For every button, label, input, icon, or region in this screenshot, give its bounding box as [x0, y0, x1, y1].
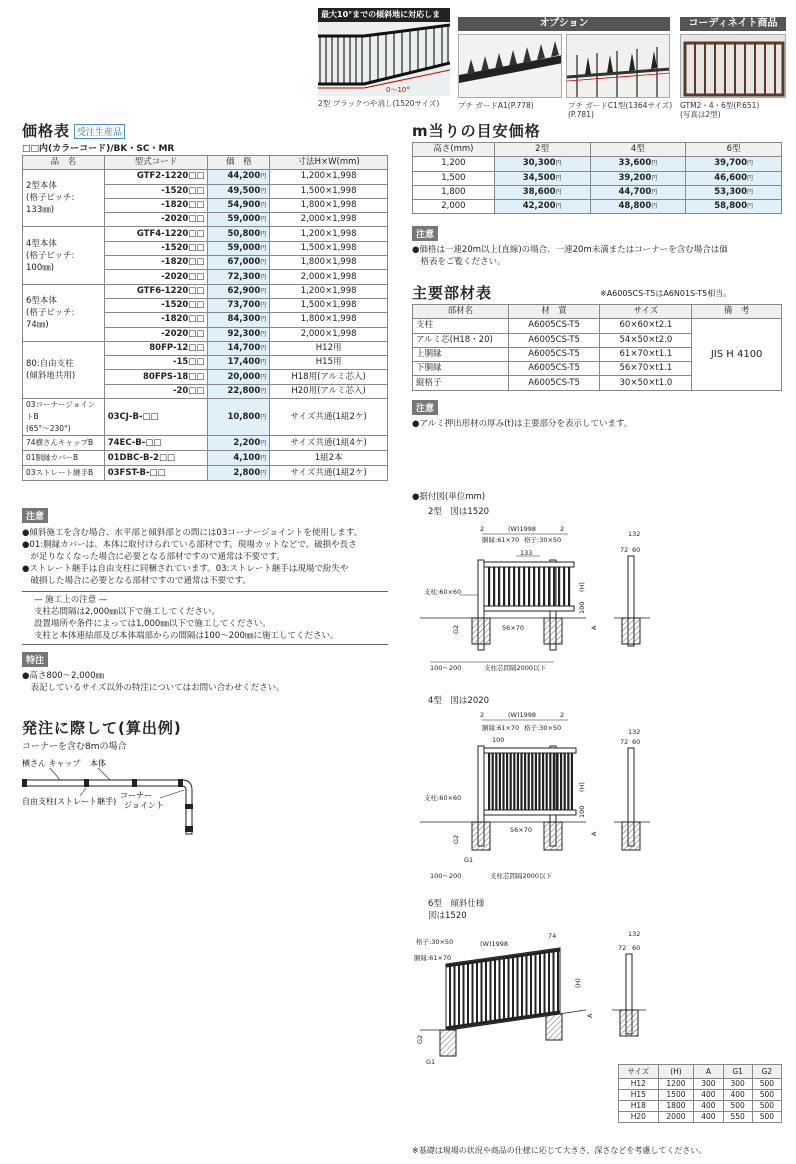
color-code-note: □□内(カラーコード)/BK・SC・MR [22, 144, 175, 154]
model-code: -1520□□ [104, 184, 208, 198]
material-ref: ※A6005CS-T5はA6N01S-T5相当。 [600, 289, 732, 298]
order-title: 発注に際して(算出例) [22, 719, 182, 737]
size-value: サイズ共通(1組4ケ) [270, 436, 388, 451]
price-row: 4型本体 (格子ピッチ: 100㎜) GTF4-1220□□ 50,800円 1,200×1,998 [23, 227, 388, 241]
col-header: G2 [752, 1065, 781, 1079]
note-line: ●価格は一連20m以上(直線)の場合、一連20m未満またはコーナーを含む場合は価 [412, 245, 728, 255]
mprice-row: 1,500 34,500円 39,200円 46,600円 [413, 171, 782, 185]
size-row: H20 2000 400 550 500 [619, 1112, 782, 1123]
price-value: 17,400円 [208, 356, 270, 370]
col-header: 2型 [494, 143, 590, 157]
svg-text:格子:30×50: 格子:30×50 [416, 938, 454, 946]
note-line: 設置場所や条件によっては1,000㎜以下で施工してください。 [34, 619, 271, 629]
col-header: 高さ(mm) [413, 143, 495, 157]
svg-text:(W)1998: (W)1998 [508, 711, 537, 719]
size-value: サイズ共通(1組2ケ) [270, 466, 388, 481]
install-title: ●据付図(単位mm) [412, 492, 486, 502]
material-row: 下胴縁 A6005CS-T5 56×70×t1.1 [413, 362, 782, 376]
svg-text:72: 72 [620, 546, 629, 554]
model-code: 80FP-12□□ [104, 341, 208, 355]
price-value: 92,300円 [208, 327, 270, 341]
caption-a1: プチ ガードA1(P.778) [458, 101, 534, 110]
col-header: 品 名 [23, 156, 105, 170]
size-row: H12 1200 300 300 500 [619, 1079, 782, 1090]
model-code: -15□□ [104, 356, 208, 370]
option-header: オプション [458, 17, 670, 31]
foundation-footnote: ※基礎は現場の状況や商品の仕様に応じて大きさ、深さなどを考慮してください。 [412, 1146, 707, 1155]
install-drawing-type6-slope [410, 928, 660, 1068]
svg-text:支柱芯間隔2000以下: 支柱芯間隔2000以下 [484, 664, 547, 672]
note-line: ●ストレート継手は自由支柱に同梱されています。03:ストレート継手は現場で紛失や [22, 564, 349, 574]
size-value: 1,800×1,998 [270, 313, 388, 327]
mprice-row: 2,000 42,200円 48,800円 58,800円 [413, 200, 782, 214]
model-code: GTF6-1220□□ [104, 284, 208, 298]
price-value: 54,900円 [208, 198, 270, 212]
order-layout-diagram [20, 756, 220, 836]
material-row: 上胴縁 A6005CS-T5 61×70×t1.1 [413, 347, 782, 361]
col-header: 価 格 [208, 156, 270, 170]
option-photo-c1 [566, 34, 670, 98]
svg-text:132: 132 [628, 530, 641, 538]
svg-text:(W)1998: (W)1998 [480, 940, 509, 948]
mprice-row: 1,800 38,600円 44,700円 53,300円 [413, 185, 782, 199]
model-code: -1520□□ [104, 298, 208, 312]
price-value: 62,900円 [208, 284, 270, 298]
drawing2-label: 4型 図は2020 [428, 696, 490, 706]
corner-label: コーナー [120, 791, 152, 800]
svg-text:100～200: 100～200 [430, 872, 462, 880]
size-value: 1,200×1,998 [270, 227, 388, 241]
size-value: H18用(アルミ芯入) [270, 370, 388, 384]
slope-fence-photo [318, 22, 450, 96]
drawing1-label: 2型 図は1520 [428, 507, 490, 517]
price-value: 67,000円 [208, 256, 270, 270]
angle-label: 0～10° [386, 86, 410, 94]
size-value: 2,000×1,998 [270, 327, 388, 341]
made-to-order-badge: 受注生産品 [74, 124, 125, 139]
model-code: -2020□□ [104, 270, 208, 284]
svg-text:100: 100 [578, 805, 586, 818]
svg-text:G1: G1 [426, 1058, 436, 1066]
price-value: 22,800円 [208, 384, 270, 398]
price-value: 50,800円 [208, 227, 270, 241]
size-row: H15 1500 400 400 500 [619, 1090, 782, 1101]
col-header: 寸法H×W(mm) [270, 156, 388, 170]
note-line: ●傾斜施工を含む場合、水平部と傾斜部との間には03コーナージョイントを使用します。 [22, 528, 363, 538]
svg-text:格子:30×50: 格子:30×50 [524, 536, 562, 544]
coordinate-header: コーディネイト商品 [680, 17, 786, 31]
svg-text:56×70: 56×70 [502, 624, 524, 632]
price-value: 49,500円 [208, 184, 270, 198]
note-line: 表記しているサイズ以外の特注についてはお問い合わせください。 [22, 683, 285, 693]
notes-lines [22, 527, 392, 587]
svg-text:2: 2 [560, 525, 565, 533]
mprice-note-tag: 注意 [412, 226, 438, 241]
model-code: -1820□□ [104, 198, 208, 212]
svg-text:(H): (H) [578, 782, 586, 792]
svg-text:支柱:60×60: 支柱:60×60 [424, 588, 462, 596]
coordinate-photo-gtm [680, 34, 786, 98]
note-line: が足りなくなった場合に必要となる部材ですので通常は不要です。 [22, 552, 285, 562]
model-code: GTF2-1220□□ [104, 170, 208, 184]
price-value: 59,000円 [208, 213, 270, 227]
size-value: H12用 [270, 341, 388, 355]
price-value: 44,200円 [208, 170, 270, 184]
foundation-size-table [618, 1064, 782, 1123]
price-value: 4,100円 [208, 451, 270, 466]
free-post-label: 自由支柱(ストレート継手) [22, 797, 117, 806]
size-value: 2,000×1,998 [270, 213, 388, 227]
svg-text:胴縁:61×70: 胴縁:61×70 [414, 954, 452, 962]
col-header: 部材名 [413, 305, 509, 319]
svg-text:(W)1998: (W)1998 [508, 525, 537, 533]
material-title: 主要部材表 [412, 284, 493, 302]
caption-c1: プチ ガードC1型(1364サイズ) (P.781) [568, 101, 673, 119]
top-photo-main [318, 8, 450, 96]
price-row: 74横さんキャップB 74EC-B-□□ 2,200円 サイズ共通(1組4ケ) [23, 436, 388, 451]
svg-text:60: 60 [632, 738, 641, 746]
price-value: 72,300円 [208, 270, 270, 284]
size-value: 1,200×1,998 [270, 170, 388, 184]
drawing3-label: 6型 傾斜仕様 図は1520 [428, 899, 485, 921]
svg-text:60: 60 [632, 944, 641, 952]
model-code: -20□□ [104, 384, 208, 398]
svg-text:2: 2 [480, 525, 485, 533]
per-meter-title: m当りの目安価格 [412, 122, 541, 140]
col-header: サイズ [619, 1065, 659, 1079]
price-row: 6型本体 (格子ピッチ: 74㎜) GTF6-1220□□ 62,900円 1,200×1,998 [23, 284, 388, 298]
price-row: 2型本体 (格子ピッチ: 133㎜) GTF2-1220□□ 44,200円 1,200×1,998 [23, 170, 388, 184]
install-drawing-type4 [420, 708, 660, 883]
note-line: ●高さ800～2,000㎜ [22, 671, 104, 681]
size-value: 1,500×1,998 [270, 241, 388, 255]
svg-text:2: 2 [560, 711, 565, 719]
option-photo-a1 [458, 34, 562, 98]
col-header: 型式コード [104, 156, 208, 170]
model-code: 74EC-B-□□ [104, 436, 208, 451]
per-meter-price-table [412, 142, 782, 214]
caption-main: 2型 ブラックつや消し(1520サイズ) [318, 99, 440, 108]
body-label: 本体 [90, 759, 106, 768]
svg-text:胴縁:61×70: 胴縁:61×70 [482, 724, 520, 732]
price-value: 2,800円 [208, 466, 270, 481]
note-line: — 施工上の注意 — [34, 595, 108, 605]
svg-text:G1: G1 [464, 856, 474, 864]
size-value: 1,500×1,998 [270, 184, 388, 198]
order-subtitle: コーナーを含む8mの場合 [22, 742, 127, 752]
model-code: -1820□□ [104, 313, 208, 327]
svg-text:100～200: 100～200 [430, 664, 462, 672]
size-value: 2,000×1,998 [270, 270, 388, 284]
size-row: H18 1800 400 500 500 [619, 1101, 782, 1112]
col-header: 材 質 [508, 305, 600, 319]
model-code: 01DBC-B-2□□ [104, 451, 208, 466]
model-code: -1820□□ [104, 256, 208, 270]
col-header: G1 [723, 1065, 752, 1079]
price-value: 73,700円 [208, 298, 270, 312]
price-value: 59,000円 [208, 241, 270, 255]
col-header: (H) [658, 1065, 694, 1079]
svg-text:74: 74 [548, 932, 557, 940]
svg-text:72: 72 [620, 738, 629, 746]
price-table [22, 155, 388, 481]
special-lines [22, 670, 392, 694]
slope-badge: 最大10°までの傾斜地に対応しま [318, 8, 450, 22]
svg-text:56×70: 56×70 [510, 826, 532, 834]
svg-text:100: 100 [578, 601, 586, 614]
svg-text:G2: G2 [452, 834, 460, 844]
size-value: サイズ共通(1組2ケ) [270, 399, 388, 436]
col-header: 備 考 [692, 305, 782, 319]
size-value: H20用(アルミ芯入) [270, 384, 388, 398]
svg-text:A: A [590, 831, 598, 836]
size-value: H15用 [270, 356, 388, 370]
size-value: 1,500×1,998 [270, 298, 388, 312]
svg-text:(H): (H) [574, 978, 582, 988]
model-code: GTF4-1220□□ [104, 227, 208, 241]
model-code: -2020□□ [104, 213, 208, 227]
price-value: 84,300円 [208, 313, 270, 327]
svg-text:格子:30×50: 格子:30×50 [524, 724, 562, 732]
size-value: 1,800×1,998 [270, 256, 388, 270]
svg-text:(H): (H) [578, 582, 586, 592]
note-line: 支柱芯間隔は2,000㎜以下で施工してください。 [34, 607, 220, 617]
price-row: 01胴縁カバーB 01DBC-B-2□□ 4,100円 1組2本 [23, 451, 388, 466]
svg-text:60: 60 [632, 546, 641, 554]
price-value: 10,800円 [208, 399, 270, 436]
svg-text:支柱:60×60: 支柱:60×60 [424, 794, 462, 802]
svg-text:132: 132 [628, 930, 641, 938]
material-row: アルミ芯(H18・20) A6005CS-T5 54×50×t2.0 [413, 333, 782, 347]
construction-notes-box [22, 591, 388, 645]
size-value: 1,200×1,998 [270, 284, 388, 298]
mprice-row: 1,200 30,300円 33,600円 39,700円 [413, 157, 782, 171]
note-line: 破損した場合に必要となる部材ですので通常は不要です。 [22, 576, 251, 586]
special-tag: 特注 [22, 652, 48, 667]
price-value: 20,000円 [208, 370, 270, 384]
material-row: 支柱 A6005CS-T5 60×60×t2.1 JIS H 4100 [413, 319, 782, 333]
note-line: 格表をご覧ください。 [412, 257, 506, 267]
svg-text:支柱芯間隔2000以下: 支柱芯間隔2000以下 [490, 872, 553, 880]
svg-text:133: 133 [520, 549, 533, 557]
price-row: 03ストレート継手B 03FST-B-□□ 2,800円 サイズ共通(1組2ケ) [23, 466, 388, 481]
price-row: 03コーナージョイントB (65°～230°) 03CJ-B-□□ 10,800円 サイズ共通(1組2ケ) [23, 399, 388, 436]
svg-text:G2: G2 [416, 1034, 424, 1044]
model-code: -1520□□ [104, 241, 208, 255]
size-value: 1組2本 [270, 451, 388, 466]
price-value: 2,200円 [208, 436, 270, 451]
note-line: 支柱と本体連結部及び本体端部からの間隔は100～200㎜に施工してください。 [34, 631, 339, 641]
price-value: 14,700円 [208, 341, 270, 355]
size-value: 1,800×1,998 [270, 198, 388, 212]
mprice-note [412, 244, 787, 268]
col-header: 6型 [686, 143, 782, 157]
svg-text:A: A [586, 1013, 594, 1018]
material-note-tag: 注意 [412, 400, 438, 415]
material-table [412, 304, 782, 391]
price-table-title: 価格表 受注生産品 [22, 120, 125, 141]
notes-tag: 注意 [22, 508, 48, 523]
caption-gtm: GTM2・4・6型(P.651) (写真は2型) [680, 101, 760, 119]
price-row: 80:自由支柱 (傾斜地共用) 80FP-12□□ 14,700円 H12用 [23, 341, 388, 355]
svg-text:132: 132 [628, 728, 641, 736]
cap-label: 横さん キャップ [22, 759, 81, 768]
svg-text:A: A [590, 625, 598, 630]
svg-text:胴縁:61×70: 胴縁:61×70 [482, 536, 520, 544]
svg-text:100: 100 [492, 736, 505, 744]
model-code: 03FST-B-□□ [104, 466, 208, 481]
joint-label: ジョイント [124, 801, 164, 810]
col-header: サイズ [600, 305, 692, 319]
svg-text:G2: G2 [452, 624, 460, 634]
svg-text:72: 72 [618, 944, 627, 952]
model-code: 80FPS-18□□ [104, 370, 208, 384]
col-header: 4型 [590, 143, 686, 157]
material-note: ●アルミ押出形材の厚み(t)は主要部分を表示しています。 [412, 419, 633, 429]
install-drawing-type2 [420, 522, 660, 682]
col-header: A [694, 1065, 723, 1079]
svg-text:2: 2 [480, 711, 485, 719]
material-row: 縦格子 A6005CS-T5 30×50×t1.0 [413, 376, 782, 390]
note-line: ●01:胴縁カバーは、本体に取付けられている部材です。現場カットなどで、破損や長さ [22, 540, 357, 550]
model-code: -2020□□ [104, 327, 208, 341]
model-code: 03CJ-B-□□ [104, 399, 208, 436]
